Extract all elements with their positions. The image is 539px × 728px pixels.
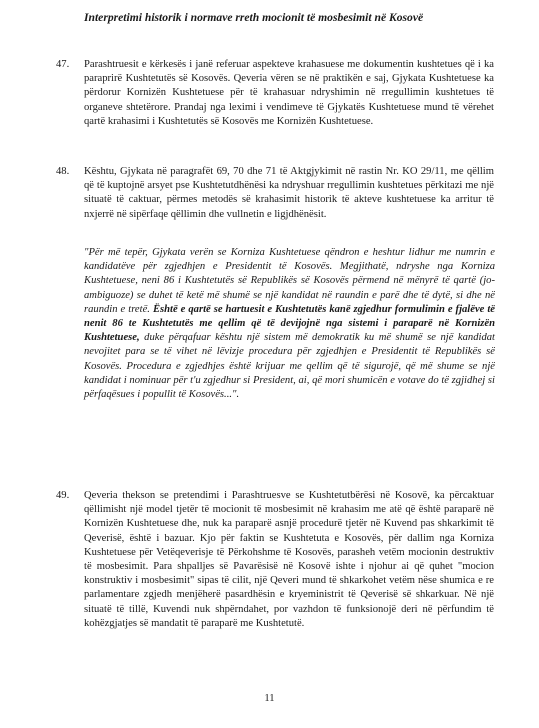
quote-text-part1: "Për më tepër, Gjykata verën se Korniza Kushtetuese qëndron e heshtur lidhur me numrin e kandidatëve për zgjedhjen e Presidentit të Kosovës. Megjithatë, ndryshe nga Korniza Kushtetuese, neni 86 i Kushtetutës së Republikës së Kosovës përmend në mënyrë të qartë (jo-ambiguoze) se duhet të ketë më shumë se një kandidat në raundin e parë dhe të dytë, si dhe në raundin e tretë. <box>84 247 495 315</box>
paragraph-text: Parashtruesit e kërkesës i janë referuar aspekteve krahasuese me dokumentin kushtetues që i ka paraprirë Kushtetutës së Kosovës. Qeveria vëren se në praktikën e saj, Gjykata Kushtetuese ka përdorur Kornizën Kushtetuese për të krahasuar ndryshimin në rregullimin kushtetues të organeve shtetërore. Prandaj nga leximi i vendimeve të Gjykatës Kushtetuese mund të vërehet qartë krahasimi i Kushtetutës së Kosovës me Kornizën Kushtetuese. <box>84 59 494 127</box>
paragraph-number: 49. <box>56 490 70 501</box>
paragraph-text: Kështu, Gjykata në paragrafët 69, 70 dhe 71 të Aktgjykimit në rastin Nr. KO 29/11, me qëllim që të kuptojnë arsyet pse Kushtetutdhënësi ka ndryshuar rregullimin kushtetues përkitazi me një situatë të caktuar, përmes metodës së krahasimit historik të akteve kushtetuese ka arritur të nxjerrë në sipërfaqe qëllimin dhe vullnetin e ligjdhënësit. <box>84 166 494 220</box>
block-quote <box>84 246 495 402</box>
section-heading: Interpretimi historik i normave rreth mocionit të mosbesimit në Kosovë <box>84 11 424 24</box>
page-number: 11 <box>264 693 275 704</box>
paragraph-48 <box>56 165 494 222</box>
quote-emphasis: Është e qartë se hartuesit e Kushtetutës kanë zgjedhur formulimin e fjalëve të nenit 86 te Kushtetutës me qellim që të devijojnë nga sistemi i paraparë në Kornizën Kushtetuese, <box>84 303 495 344</box>
paragraph-number: 48. <box>56 166 70 177</box>
paragraph-text: Qeveria thekson se pretendimi i Parashtruesve se Kushtetutbërësi në Kosovë, ka përcaktuar qëllimisht një model tjetër të mocionit të mosbesimit në krahasim me atë që është paraparë në Kornizën Kushtetuese dhe, nuk ka paraparë asnjë procedurë tjetër në Kuvend pas shkarkimit të Qeverisë, është i bazuar. Kjo për faktin se Kushtetuta e Kosovës, për dallim nga Korniza Kushtetuese për Vetëqeverisje të Përkohshme të Kosovës, parasheh vetëm mocionin destruktiv të mosbesimit. Para shpalljes së Pavarësisë në Kosovë ishte i njohur ai që quhet "mocion konstruktiv i mosbesimit" sipas të cilit, një Qeveri mund të shkarkohet vetëm nëse shumica e re parlamentare zgjedh menjëherë pasardhësin e kryeministrit të Qeverisë së shkarkuar. Në një situatë të tillë, Kuvendi nuk shpërndahet, por vazhdon të funksionojë deri në përfundim të kohëzgjatjes së mandatit të paraparë me Kushtetutë. <box>84 490 494 629</box>
paragraph-47 <box>56 58 494 129</box>
quote-text-part2: duke përqafuar kështu një sistem më demokratik ku më shumë se një kandidat nevojitet para se të vihet në lëvizje procedura për zgjedhjen e Presidentit të Republikës së Kosovës. Procedura e zgjedhjes është krijuar me qellim që të sigurojë, që më shume se një kandidat i nominuar për t'u zgjedhur si President, ai, që mori shumicën e votave do të zgjidhej si përfaqësues i popullit të Kosovës...". <box>84 332 495 401</box>
paragraph-number: 47. <box>56 59 70 70</box>
paragraph-49 <box>56 489 494 631</box>
